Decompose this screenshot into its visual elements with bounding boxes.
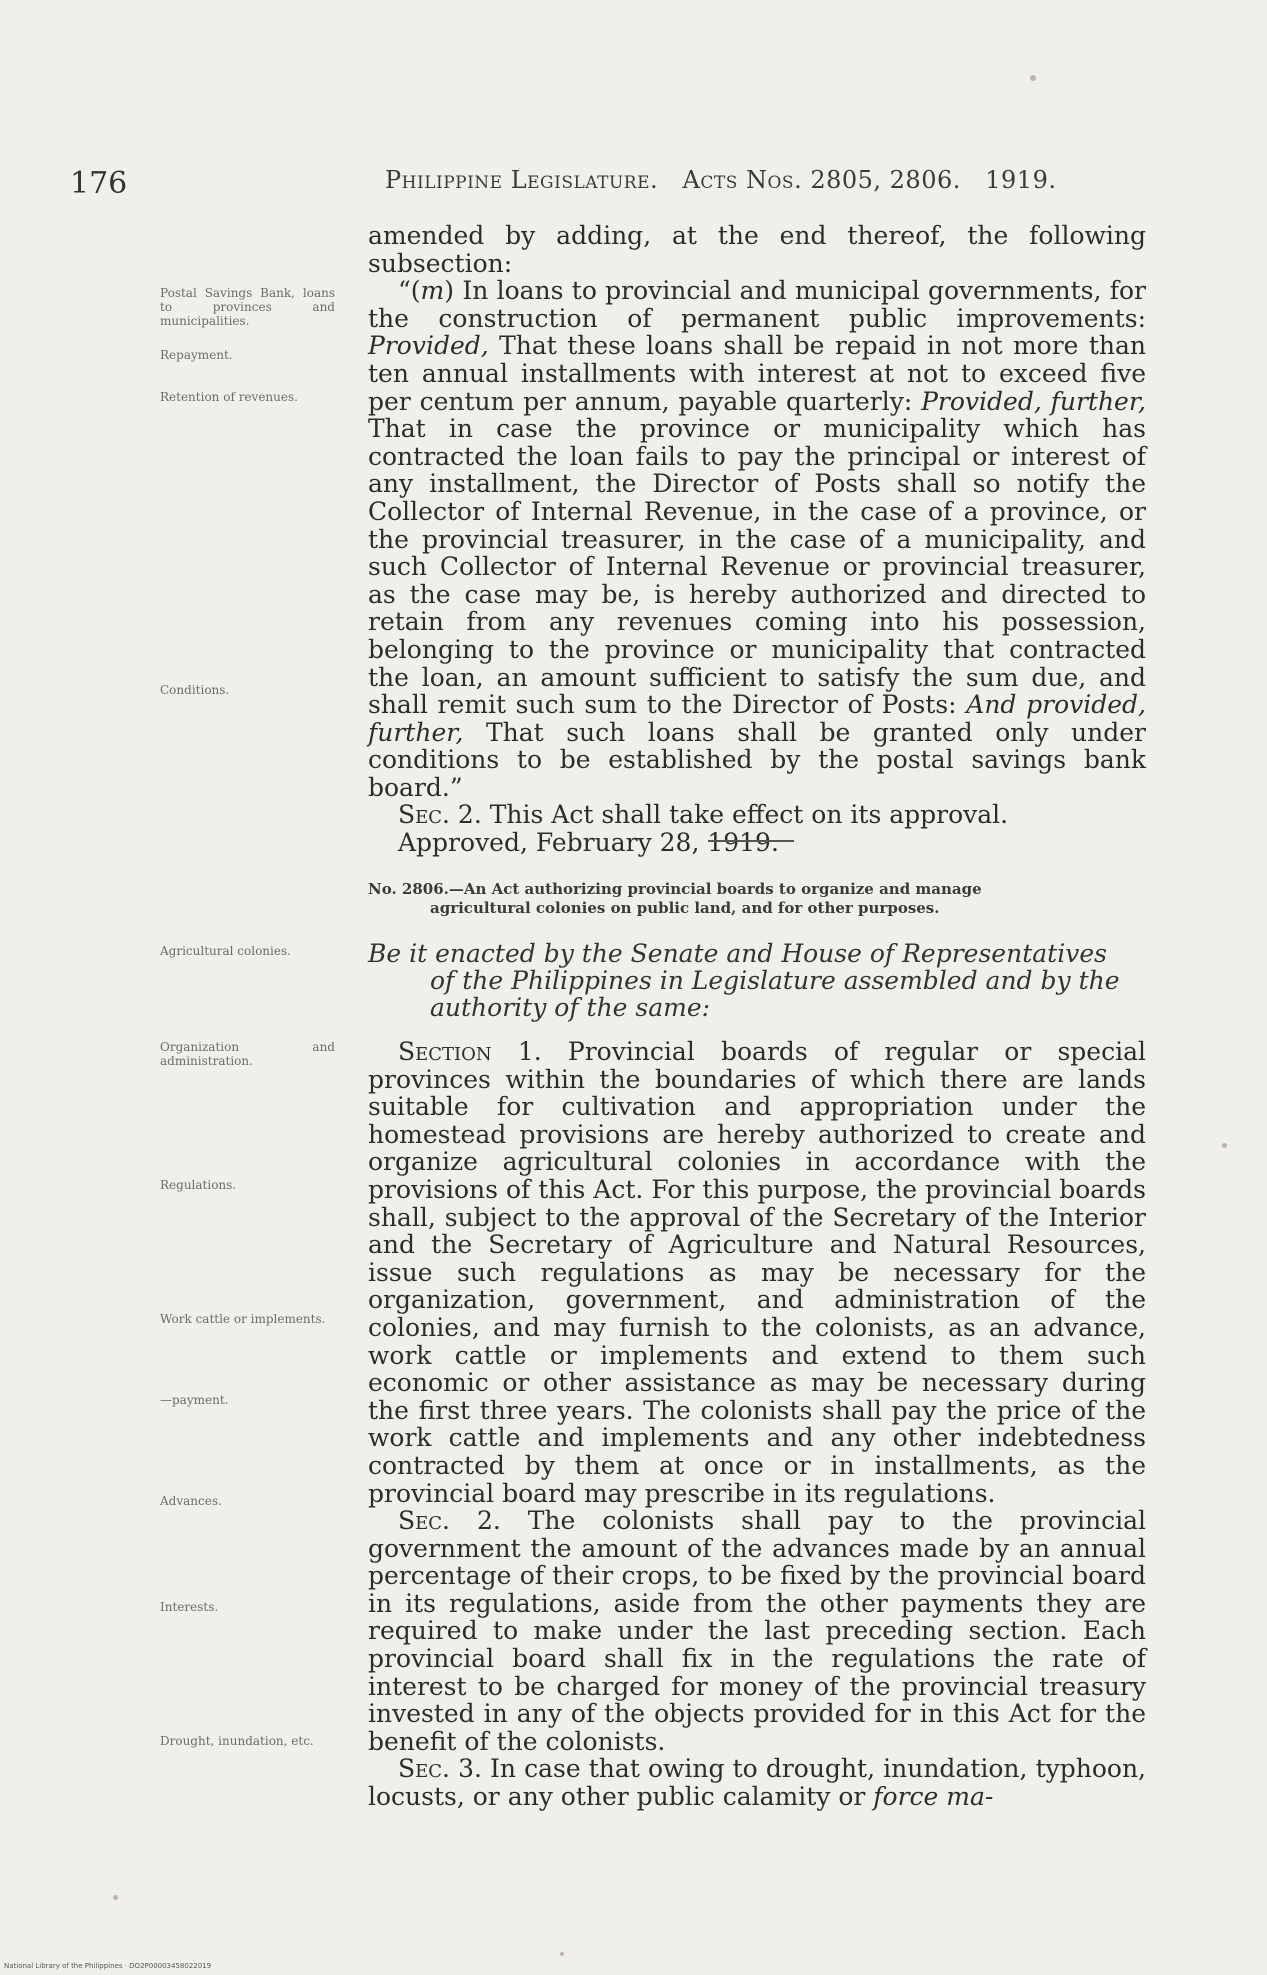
running-head xyxy=(385,166,1135,194)
margin-note-repayment: Repayment. xyxy=(160,348,233,362)
act-2806-text xyxy=(368,1038,1146,1811)
act-2805-text xyxy=(368,222,1146,857)
margin-note-advances: Advances. xyxy=(160,1494,222,1508)
margin-note-agricultural-colonies: Agricultural colonies. xyxy=(160,944,291,958)
margin-note-work-cattle: Work cattle or implements. xyxy=(160,1312,326,1326)
act-title-line-1: No. 2806.—An Act authorizing provincial boards to organize and manage xyxy=(368,880,982,898)
page-number: 176 xyxy=(70,166,128,201)
margin-note-regulations: Regulations. xyxy=(160,1178,237,1192)
paragraph-subsection-m: “(m) In loans to provincial and municipal governments, for the construction of permanent public improvements: Provided, That these loans shall be repaid in not more than ten annual installments with interest at not to exceed five per centum per annum, payable quarterly: Provided, further, That in case the province or municipality which has contracted the loan fails to pay the principal or interest of any installment, the Director of Posts shall so notify the Collector of Internal Revenue, in the case of a province, or the provincial treasurer, in the case of a municipality, and such Collector of Internal Revenue or provincial treasurer, as the case may be, is hereby authorized and directed to retain from any revenues coming into his possession, belonging to the province or municipality that contracted the loan, an amount sufficient to satisfy the sum due, and shall remit such sum to the Director of Posts: And provided, further, That such loans shall be granted only under conditions to be established by the postal savings bank board.” xyxy=(368,276,1146,802)
paragraph-sec-2: Sec. 2. This Act shall take effect on its approval. xyxy=(398,800,1009,830)
enacting-clause xyxy=(368,940,1146,1021)
margin-note-drought: Drought, inundation, etc. xyxy=(160,1734,314,1748)
enacting-line-3: authority of the same: xyxy=(430,993,711,1022)
paragraph-section-2: Sec. 2. The colonists shall pay to the provincial government the amount of the advances made by an annual percentage of their crops, to be fixed by the provincial board in its regulations, aside from the other payments they are required to make under the last preceding section. Each provincial board shall fix in the regulations the rate of interest to be charged for money of the provincial treasury invested in any of the objects provided for in this Act for the benefit of the colonists. xyxy=(368,1506,1146,1756)
scan-footer: National Library of the Philippines · DO2P00003458022019 xyxy=(4,1962,212,1970)
act-title-line-2: agricultural colonies on public land, and for other purposes. xyxy=(430,899,940,917)
paper-speck xyxy=(560,1952,564,1956)
margin-note-interests: Interests. xyxy=(160,1600,219,1614)
paper-speck xyxy=(113,1895,118,1900)
margin-note-retention: Retention of revenues. xyxy=(160,390,298,404)
enacting-line-1: Be it enacted by the Senate and House of Representatives xyxy=(368,939,1107,968)
paragraph-section-3: Sec. 3. In case that owing to drought, inundation, typhoon, locusts, or any other public calamity or force ma- xyxy=(368,1754,1146,1812)
paper-speck xyxy=(1222,1143,1227,1148)
paragraph-amended: amended by adding, at the end thereof, the following subsection: xyxy=(368,221,1146,278)
paragraph-section-1: Section 1. Provincial boards of regular or special provinces within the boundaries of which there are lands suitable for cultivation and appropriation under the homestead provisions are hereby authorized to create and organize agricultural colonies in accordance with the provisions of this Act. For this purpose, the provincial boards shall, subject to the approval of the Secretary of the Interior and the Secretary of Agriculture and Natural Resources, issue such regulations as may be necessary for the organization, government, and administration of the colonies, and may furnish to the colonists, as an advance, work cattle or implements and extend to them such economic or other assistance as may be necessary during the first three years. The colonists shall pay the price of the work cattle and implements and any other indebtedness contracted by them at once or in installments, as the provincial board may prescribe in its regulations. xyxy=(368,1037,1146,1508)
margin-note-conditions: Conditions. xyxy=(160,683,230,697)
margin-note-organization: Organization and administration. xyxy=(160,1040,335,1068)
section-divider xyxy=(708,840,794,842)
running-head-title: Philippine Legislature. xyxy=(385,166,659,194)
margin-note-payment: —payment. xyxy=(160,1393,229,1407)
paper-speck xyxy=(1030,75,1036,81)
running-head-year: 1919. xyxy=(985,166,1057,194)
act-2806-title xyxy=(368,880,1146,918)
approved-date: Approved, February 28, 1919. xyxy=(398,828,779,858)
running-head-acts: Acts Nos. 2805, 2806. xyxy=(682,166,961,194)
margin-note-postal-savings: Postal Savings Bank, loans to provinces and municipalities. xyxy=(160,286,335,328)
enacting-line-2: of the Philippines in Legislature assembled and by the xyxy=(430,966,1120,995)
